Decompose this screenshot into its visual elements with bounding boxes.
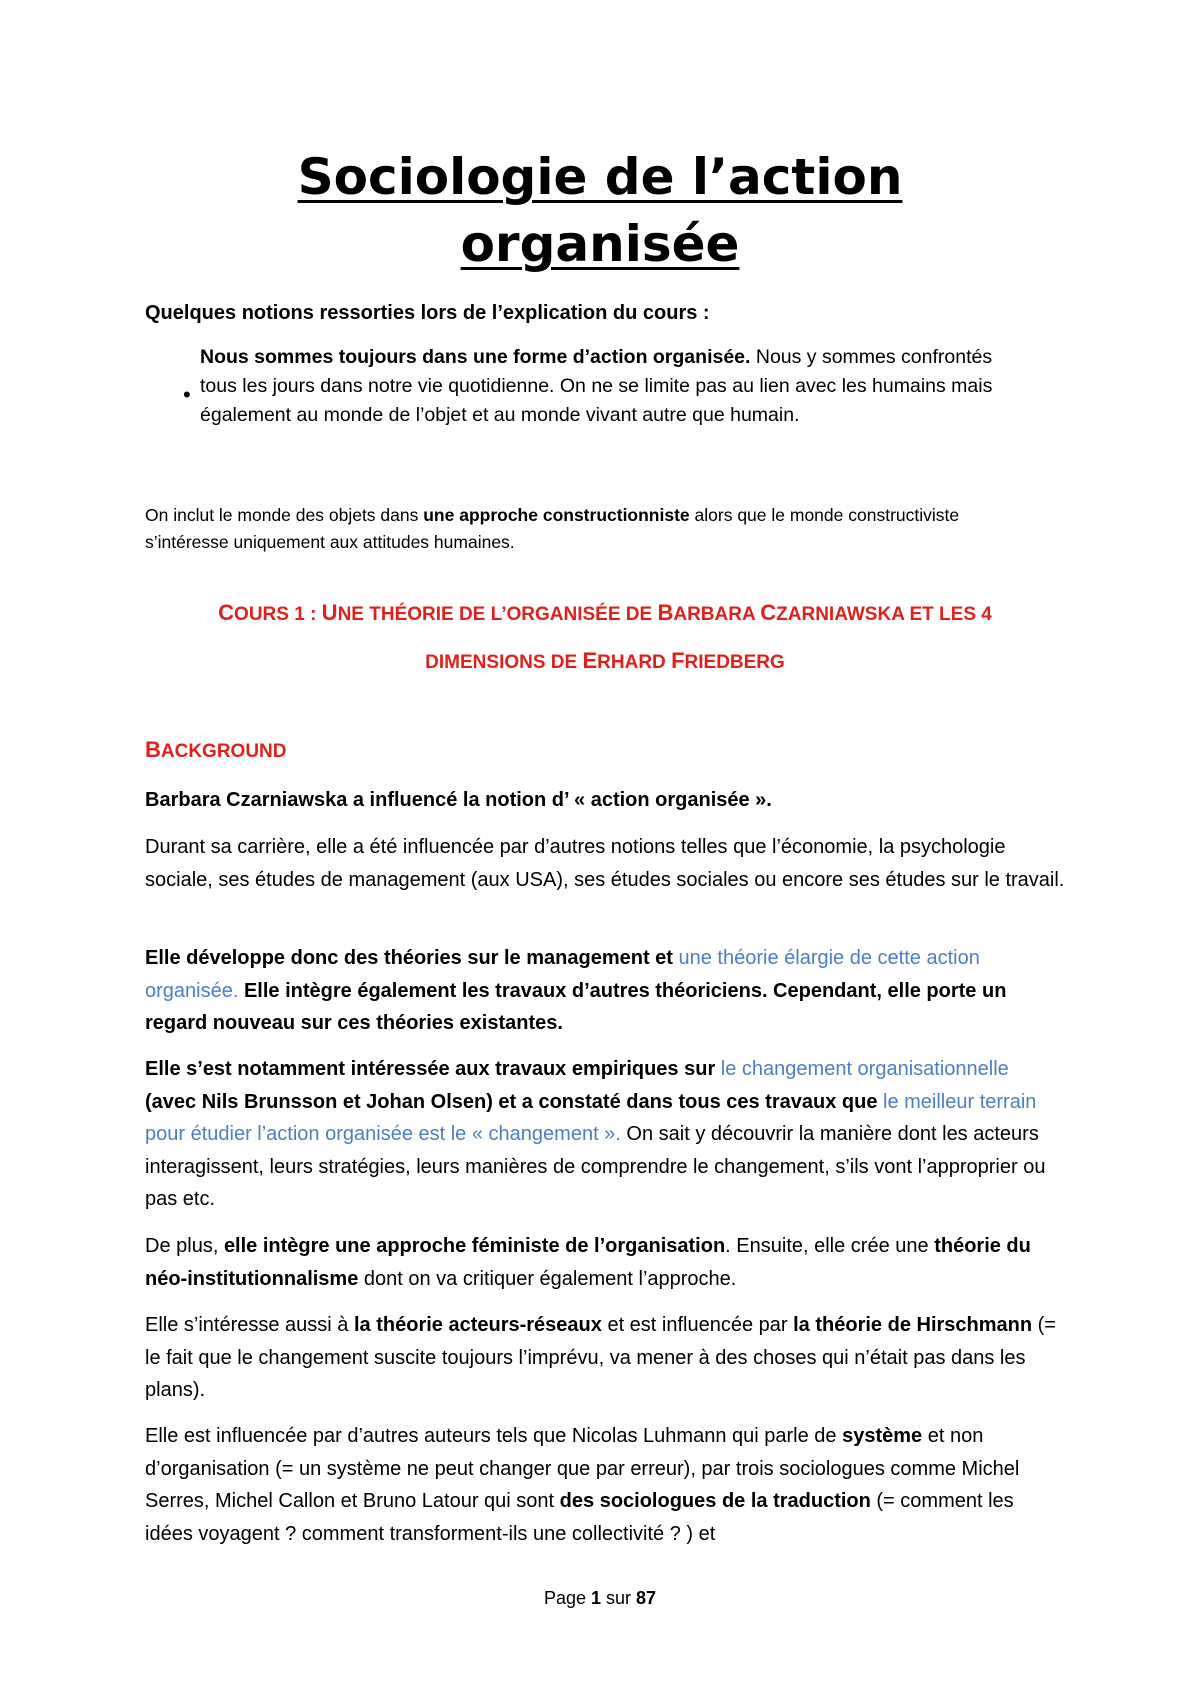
heading-cap: U [321, 600, 338, 625]
paragraph-reseaux [145, 1309, 1065, 1407]
heading-cap: F [671, 648, 685, 673]
text-run: (avec Nils Brunsson et Johan Olsen) et a constaté dans tous ces travaux que [145, 1090, 884, 1113]
text-run: De plus, [145, 1235, 224, 1257]
heading-text: RHARD [597, 652, 672, 673]
text-run: dont on va critiquer également l’approche. [358, 1267, 737, 1290]
footer-sur: sur [601, 1588, 637, 1608]
intro-notions: Quelques notions ressorties lors de l’explication du cours : [145, 302, 710, 324]
paragraph-influence: Barbara Czarniawska a influencé la notion d’ « action organisée ». [145, 789, 772, 811]
text-run: . Ensuite, elle crée une [725, 1235, 935, 1257]
highlight-run: le meilleur terrain pour étudier l’action organisée est le « changement ». [145, 1090, 1037, 1145]
heading-cap: B [657, 600, 674, 625]
paragraph-developpe [145, 942, 1065, 1040]
heading-text: RIEDBERG [684, 652, 785, 673]
paragraph-luhmann [145, 1420, 1065, 1550]
heading-cap: C [218, 600, 235, 625]
bullet-text: Nous y sommes confrontés tous les jours dans notre vie quotidienne. On ne se limite pas au lien avec les humains mais également au monde de l’objet et au monde vivant autre que humain. [200, 346, 993, 426]
subheading-cap: B [145, 737, 161, 762]
text-run: Elle est influencée par d’autres auteurs tels que Nicolas Luhmann qui parle de [145, 1425, 843, 1447]
highlight-run: une théorie élargie de cette action organisée. [145, 947, 980, 1002]
text-run: (= le fait que le changement suscite toujours l’imprévu, va mener à des choses qui n’était pas dans les plans). [145, 1314, 1056, 1401]
cours-heading [145, 590, 1065, 686]
cours-heading-line-1 [145, 590, 1065, 638]
bold-run: théorie du néo-institutionnalisme [145, 1235, 1031, 1290]
paragraph-carriere: Durant sa carrière, elle a été influencée par d’autres notions telles que l’économie, la psychologie sociale, ses études de management (aux USA), ses études sociales ou encore ses études sur le travail. [145, 836, 1065, 891]
text-run: Elle développe donc des théories sur le management et [145, 947, 679, 969]
bullet-bold-text: Nous sommes toujours dans une forme d’action organisée. [200, 346, 751, 368]
note-text-2: alors que le monde constructiviste s’intéresse uniquement aux attitudes humaines. [145, 505, 960, 552]
footer-page-total: 87 [636, 1588, 657, 1608]
heading-cap: E [582, 648, 598, 673]
highlight-run: le changement organisationnelle [720, 1058, 1009, 1080]
heading-text: ARBARA [673, 604, 761, 625]
paragraph-empirique [145, 1053, 1065, 1216]
cours-heading-line-2 [145, 638, 1065, 686]
bold-run: système [842, 1425, 923, 1447]
subheading-text: ACKGROUND [160, 741, 287, 762]
text-run: On sait y découvrir la manière dont les acteurs interagissent, leurs stratégies, leurs manières de comprendre le changement, s’ils vont l’approprier ou pas etc. [145, 1123, 1046, 1210]
bold-run: la théorie de Hirschmann [793, 1314, 1033, 1336]
bullet-item [200, 343, 1000, 430]
text-run: Elle intègre également les travaux d’autres théoriciens. Cependant, elle porte un regard nouveau sur ces théories existantes. [145, 979, 1007, 1034]
bold-run: elle intègre une approche féministe de l’organisation [223, 1235, 726, 1257]
bold-run: la théorie acteurs-réseaux [353, 1314, 602, 1336]
page-footer [0, 1588, 1200, 1609]
heading-text: DIMENSIONS DE [425, 652, 583, 673]
heading-text: ZARNIAWSKA ET LES 4 [776, 604, 992, 625]
background-subheading [145, 737, 287, 763]
text-run: et non d’organisation (= un système ne peut changer que par erreur), par trois sociologues comme Michel Serres, Michel Callon et Bruno Latour qui sont [145, 1425, 1020, 1512]
document-title-line-2: organisée [460, 215, 740, 273]
heading-cap: C [760, 600, 777, 625]
bold-run: des sociologues de la traduction [559, 1490, 871, 1512]
text-run: Elle s’intéresse aussi à [145, 1314, 354, 1336]
heading-text: OURS 1 : [234, 604, 322, 625]
paragraph-feministe [145, 1230, 1065, 1295]
footer-page-number: 1 [590, 1588, 601, 1608]
note-paragraph [145, 502, 985, 556]
document-title-line-1: Sociologie de l’action [297, 148, 903, 206]
footer-page-word: Page [543, 1588, 591, 1608]
text-run: Elle s’est notamment intéressée aux travaux empiriques sur [145, 1058, 721, 1080]
heading-text: NE THÉORIE DE L’ORGANISÉE DE [337, 604, 658, 625]
note-text-1: On inclut le monde des objets dans [145, 505, 424, 525]
bullet-dot-icon: • [183, 382, 191, 407]
note-bold: une approche constructionniste [423, 505, 690, 525]
text-run: et est influencée par [601, 1314, 794, 1336]
text-run: (= comment les idées voyagent ? comment transforment-ils une collectivité ? ) et [145, 1490, 1014, 1545]
